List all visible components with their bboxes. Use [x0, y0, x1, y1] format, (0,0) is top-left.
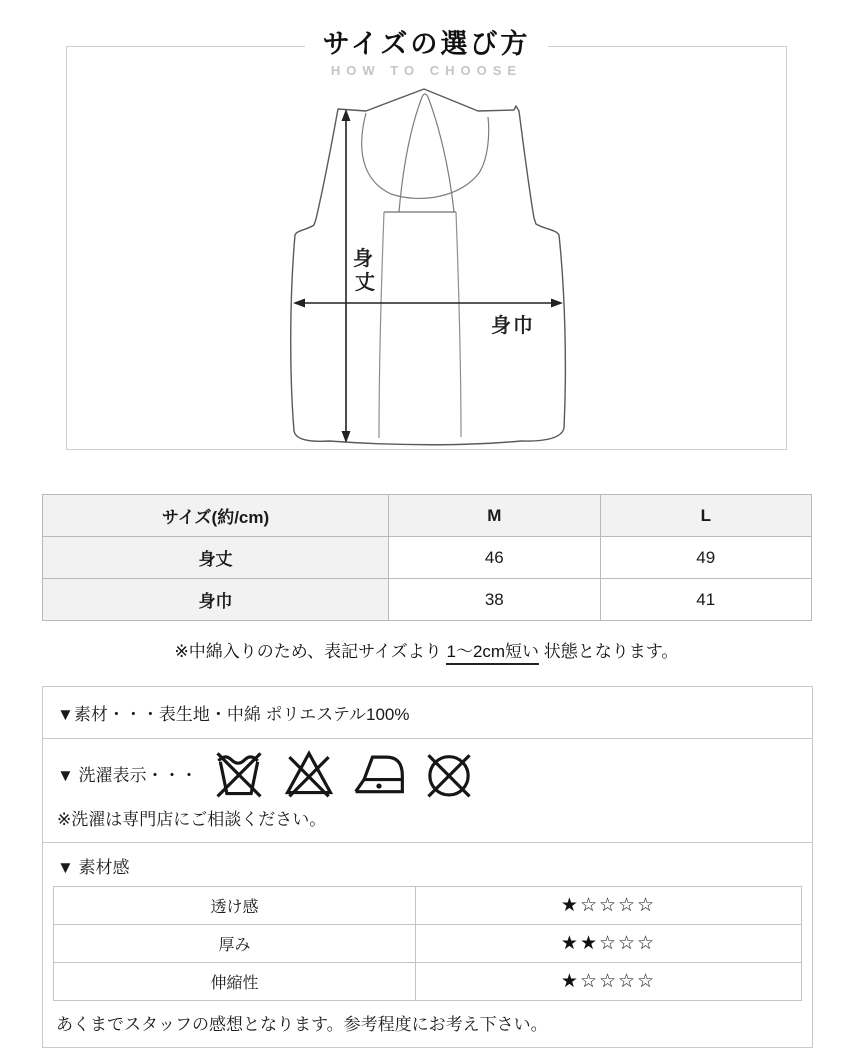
stretch-label: 伸縮性 [54, 963, 416, 1001]
staff-opinion-note: あくまでスタッフの感想となります。参考程度にお考え下さい。 [56, 1015, 548, 1034]
do-not-dryclean-icon [420, 745, 478, 801]
body-length-l-value: 49 [600, 537, 811, 579]
texture-row [43, 843, 812, 1047]
body-width-label: 身巾 [491, 315, 535, 337]
material-label: ▼素材・・・表生地・中綿 ポリエステル100% [57, 705, 410, 724]
page-subtitle: HOW TO CHOOSE [330, 63, 523, 79]
do-not-bleach-icon [280, 745, 338, 801]
body-length-arrow [342, 109, 351, 443]
body-length-label-char2: 丈 [355, 272, 375, 294]
size-note-underlined: 1〜2cm短い [446, 642, 539, 665]
laundry-label: ▼ 洗濯表示・・・ [57, 765, 198, 785]
size-table-header-m: M [389, 495, 600, 537]
laundry-symbols-line [57, 745, 798, 801]
table-row-thickness [54, 925, 802, 963]
table-row-stretch [54, 963, 802, 1001]
texture-table [53, 886, 802, 1001]
body-width-arrow [293, 299, 563, 308]
sheerness-rating-stars: ★☆☆☆☆ [416, 887, 802, 925]
size-table-header-l: L [600, 495, 811, 537]
table-row-body-width [43, 579, 812, 621]
vest-collar-lines [362, 94, 489, 212]
size-table-header-label: サイズ(約/cm) [43, 495, 389, 537]
table-row-body-length [43, 537, 812, 579]
size-table-header-row [43, 495, 812, 537]
size-note-prefix: ※中綿入りのため、表記サイズより [174, 642, 447, 661]
size-table [42, 494, 812, 621]
body-length-m-value: 46 [389, 537, 600, 579]
page-title: サイズの選び方 [322, 29, 531, 59]
care-symbols [210, 745, 478, 801]
do-not-wash-icon [210, 745, 268, 801]
iron-low-heat-icon [350, 745, 408, 801]
stretch-rating-stars: ★☆☆☆☆ [416, 963, 802, 1001]
vest-measurement-diagram [67, 47, 786, 449]
row-label-body-width: 身巾 [43, 579, 389, 621]
laundry-note: ※洗濯は専門店にご相談ください。 [57, 810, 327, 829]
vest-front-band-lines [379, 212, 461, 438]
size-note-suffix: 状態となります。 [539, 642, 679, 661]
sheerness-label: 透け感 [54, 887, 416, 925]
body-width-l-value: 41 [600, 579, 811, 621]
product-detail-panel [42, 686, 813, 1048]
body-length-label-char1: 身 [353, 248, 373, 270]
thickness-rating-stars: ★★☆☆☆ [416, 925, 802, 963]
padding-size-note [0, 637, 853, 662]
body-width-m-value: 38 [389, 579, 600, 621]
row-label-body-length: 身丈 [43, 537, 389, 579]
vest-outline-icon [291, 89, 566, 445]
material-row [43, 687, 812, 739]
table-row-sheerness [54, 887, 802, 925]
texture-heading: ▼ 素材感 [57, 858, 130, 877]
laundry-row [43, 739, 812, 843]
size-guide-illustration-panel [66, 29, 787, 450]
thickness-label: 厚み [54, 925, 416, 963]
